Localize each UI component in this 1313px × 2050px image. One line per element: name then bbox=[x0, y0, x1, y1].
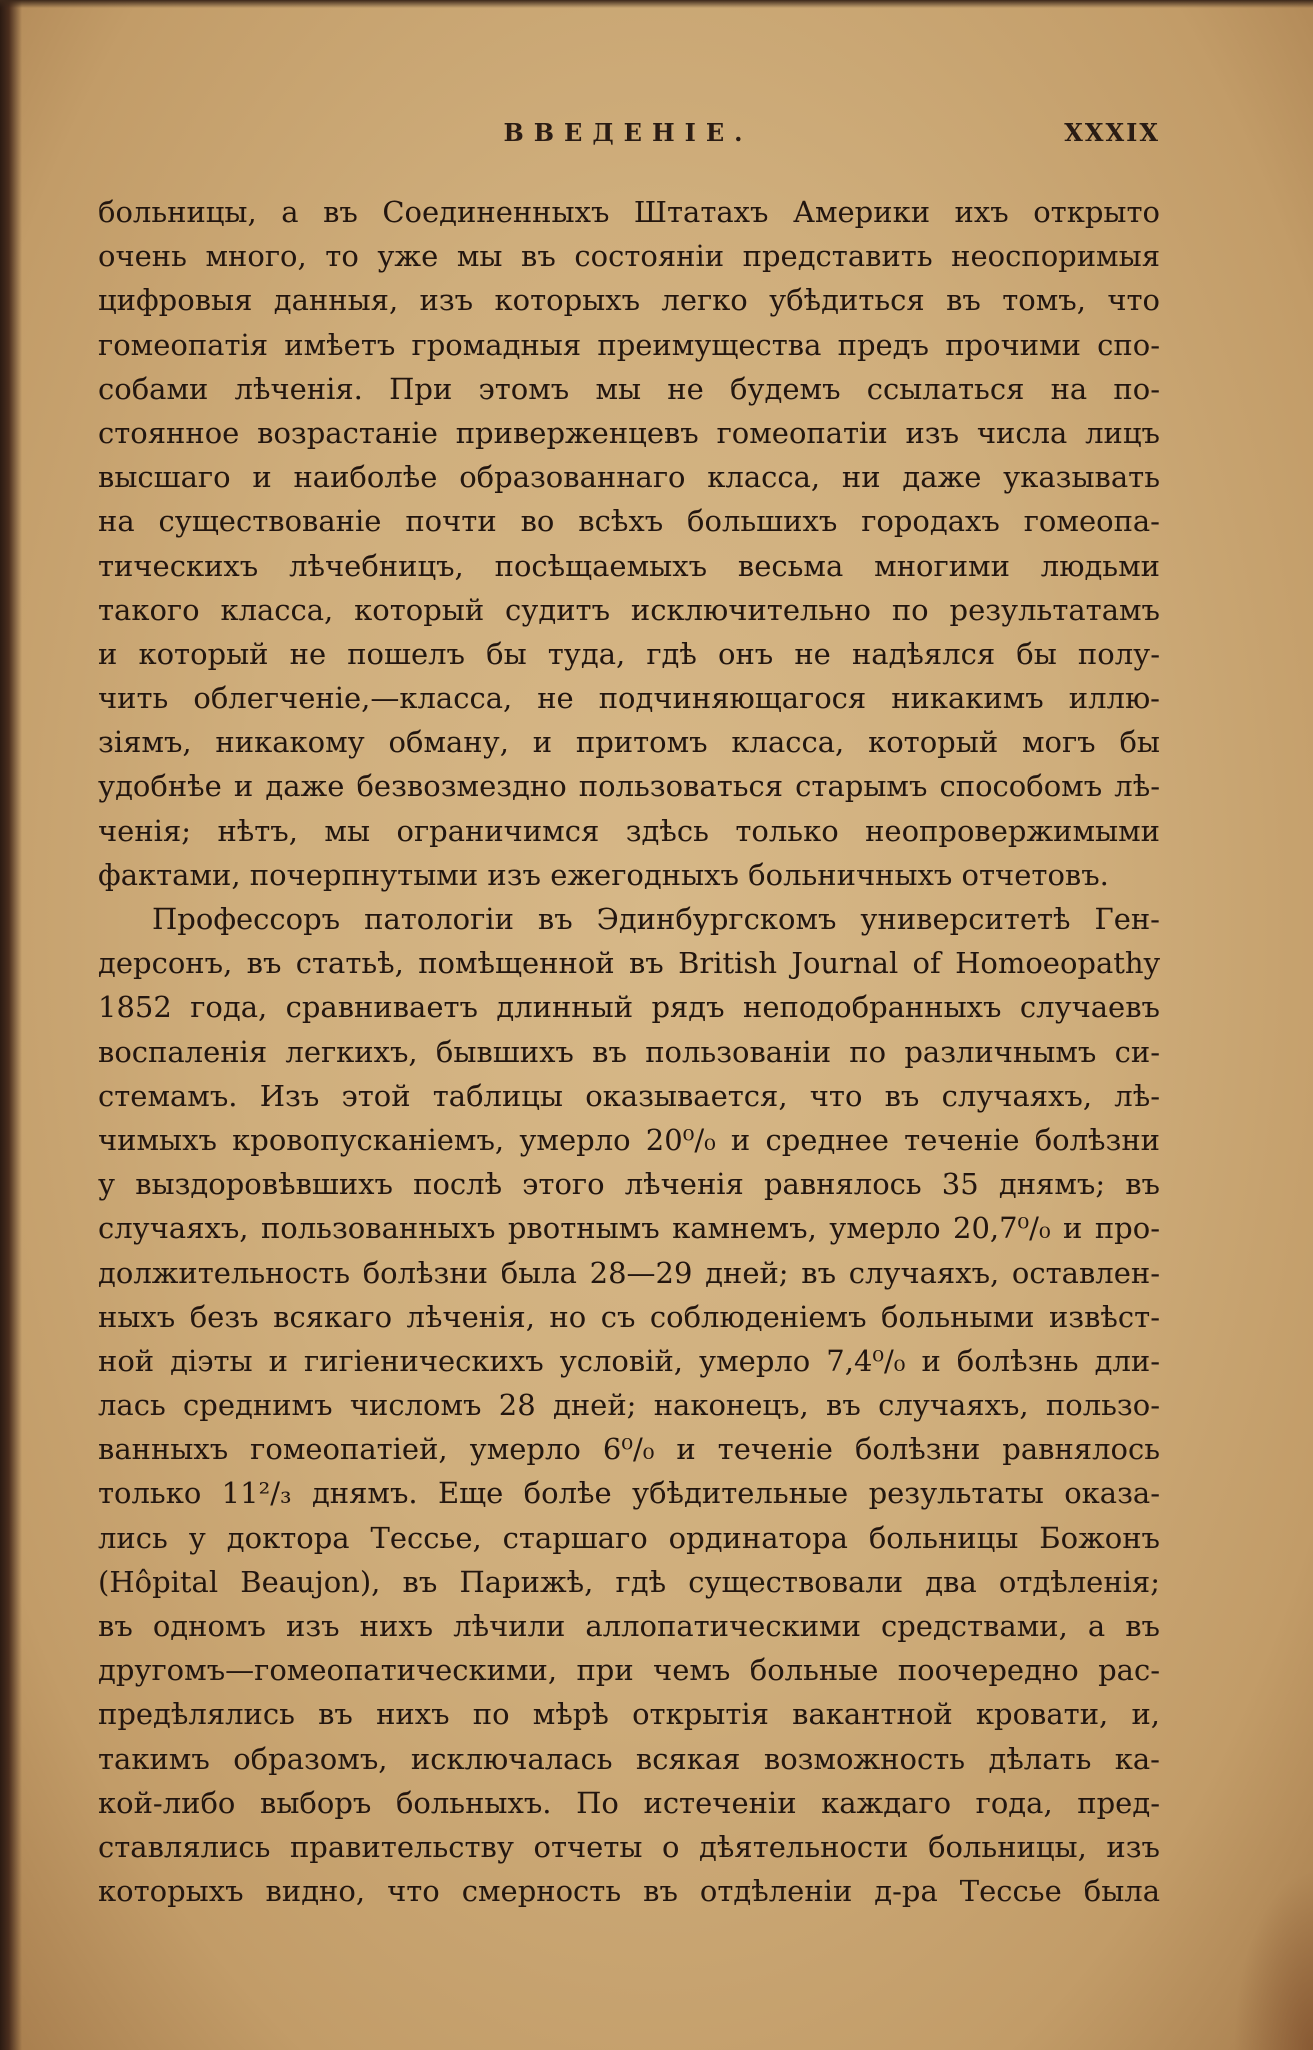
text-line: 1852 года, сравниваетъ длинный рядъ неподобранныхъ случаевъ bbox=[98, 990, 1160, 1025]
text-line: (Hôpital Beaujon), въ Парижѣ, гдѣ существовали два отдѣленiя; bbox=[98, 1564, 1160, 1599]
text-line: гомеопатiя имѣетъ громадныя преимущества предъ прочими спо- bbox=[98, 327, 1160, 362]
text-line: лись у доктора Тессье, старшаго ординатора больницы Божонъ bbox=[98, 1520, 1160, 1555]
text-line: больницы, а въ Соединенныхъ Штатахъ Америки ихъ открыто bbox=[98, 195, 1160, 229]
text-line: стоянное возрастанiе приверженцевъ гомеопатiи изъ числа лицъ bbox=[98, 415, 1160, 450]
text-line: должительность болѣзни была 28—29 дней; въ случаяхъ, оставлен- bbox=[98, 1255, 1160, 1290]
text-line: другомъ—гомеопатическими, при чемъ больные поочередно рас- bbox=[98, 1653, 1160, 1688]
text-line: фактами, почерпнутыми изъ ежегодныхъ больничныхъ отчетовъ. bbox=[98, 857, 1109, 892]
text-line: ченiя; нѣтъ, мы ограничимся здѣсь только неопровержимыми bbox=[98, 813, 1160, 848]
text-line: тическихъ лѣчебницъ, посѣщаемыхъ весьма многими людьми bbox=[98, 548, 1160, 583]
text-line: лась среднимъ числомъ 28 дней; наконецъ, въ случаяхъ, пользо- bbox=[98, 1388, 1160, 1423]
text-line: случаяхъ, пользованныхъ рвотнымъ камнемъ, умерло 20,7⁰/₀ и про- bbox=[98, 1211, 1160, 1246]
text-line: и который не пошелъ бы туда, гдѣ онъ не надѣялся бы полу- bbox=[98, 636, 1160, 671]
text-line: очень много, то уже мы въ состоянiи представить неоспоримыя bbox=[98, 239, 1160, 274]
page-binding-shadow bbox=[0, 0, 22, 2050]
text-line: удобнѣе и даже безвозмездно пользоваться старымъ способомъ лѣ- bbox=[98, 769, 1160, 804]
text-line: только 11²/₃ днямъ. Еще болѣе убѣдительные результаты оказа- bbox=[98, 1476, 1160, 1511]
text-line: ставлялись правительству отчеты о дѣятельности больницы, изъ bbox=[98, 1829, 1160, 1864]
text-line: предѣлялись въ нихъ по мѣрѣ открытiя вакантной кровати, и, bbox=[98, 1697, 1160, 1732]
text-line: зiямъ, никакому обману, и притомъ класса, который могъ бы bbox=[98, 725, 1160, 760]
running-head bbox=[96, 118, 1160, 158]
text-line: ныхъ безъ всякаго лѣченiя, но съ соблюденiемъ больными извѣст- bbox=[98, 1299, 1160, 1334]
text-line: ванныхъ гомеопатiей, умерло 6⁰/₀ и теченiе болѣзни равнялось bbox=[98, 1432, 1160, 1467]
page-number: XXXIX bbox=[1064, 118, 1160, 147]
chapter-title: ВВЕДЕНIЕ. bbox=[503, 118, 753, 147]
text-line: чить облегченiе,—класса, не подчиняющагося никакимъ иллю- bbox=[98, 681, 1160, 716]
text-line: въ одномъ изъ нихъ лѣчили аллопатическими средствами, а въ bbox=[98, 1609, 1160, 1643]
text-line: такого класса, который судитъ исключительно по результатамъ bbox=[98, 592, 1160, 627]
text-line: высшаго и наиболѣе образованнаго класса, ни даже указывать bbox=[98, 460, 1160, 495]
page-corner-stain bbox=[1233, 1870, 1313, 2050]
text-line: стемамъ. Изъ этой таблицы оказывается, что въ случаяхъ, лѣ- bbox=[98, 1078, 1160, 1113]
text-line: воспаленiя легкихъ, бывшихъ въ пользованiи по различнымъ си- bbox=[98, 1034, 1160, 1069]
text-line: цифровыя данныя, изъ которыхъ легко убѣдиться въ томъ, что bbox=[98, 283, 1160, 318]
text-line: у выздоровѣвшихъ послѣ этого лѣченiя равнялось 35 днямъ; въ bbox=[98, 1167, 1160, 1202]
body-text bbox=[98, 190, 1160, 1913]
text-line: чимыхъ кровопусканiемъ, умерло 20⁰/₀ и среднее теченiе болѣзни bbox=[98, 1122, 1160, 1157]
text-line: на существованiе почти во всѣхъ большихъ городахъ гомеопа- bbox=[98, 504, 1160, 539]
text-line: Профессоръ патологiи въ Эдинбургскомъ университетѣ Ген- bbox=[152, 902, 1160, 936]
text-line: которыхъ видно, что смерность въ отдѣленiи д-ра Тессье была bbox=[98, 1874, 1160, 1909]
text-line: такимъ образомъ, исключалась всякая возможность дѣлать ка- bbox=[98, 1741, 1160, 1776]
text-line: собами лѣченiя. При этомъ мы не будемъ ссылаться на по- bbox=[98, 371, 1160, 406]
text-line: дерсонъ, въ статьѣ, помѣщенной въ British Journal of Homoeopathy bbox=[98, 946, 1160, 981]
page-top-edge bbox=[0, 0, 1313, 8]
text-line: ной дiэты и гигiеническихъ условiй, умерло 7,4⁰/₀ и болѣзнь дли- bbox=[98, 1343, 1160, 1378]
text-line: кой-либо выборъ больныхъ. По истеченiи каждаго года, пред- bbox=[98, 1785, 1160, 1820]
